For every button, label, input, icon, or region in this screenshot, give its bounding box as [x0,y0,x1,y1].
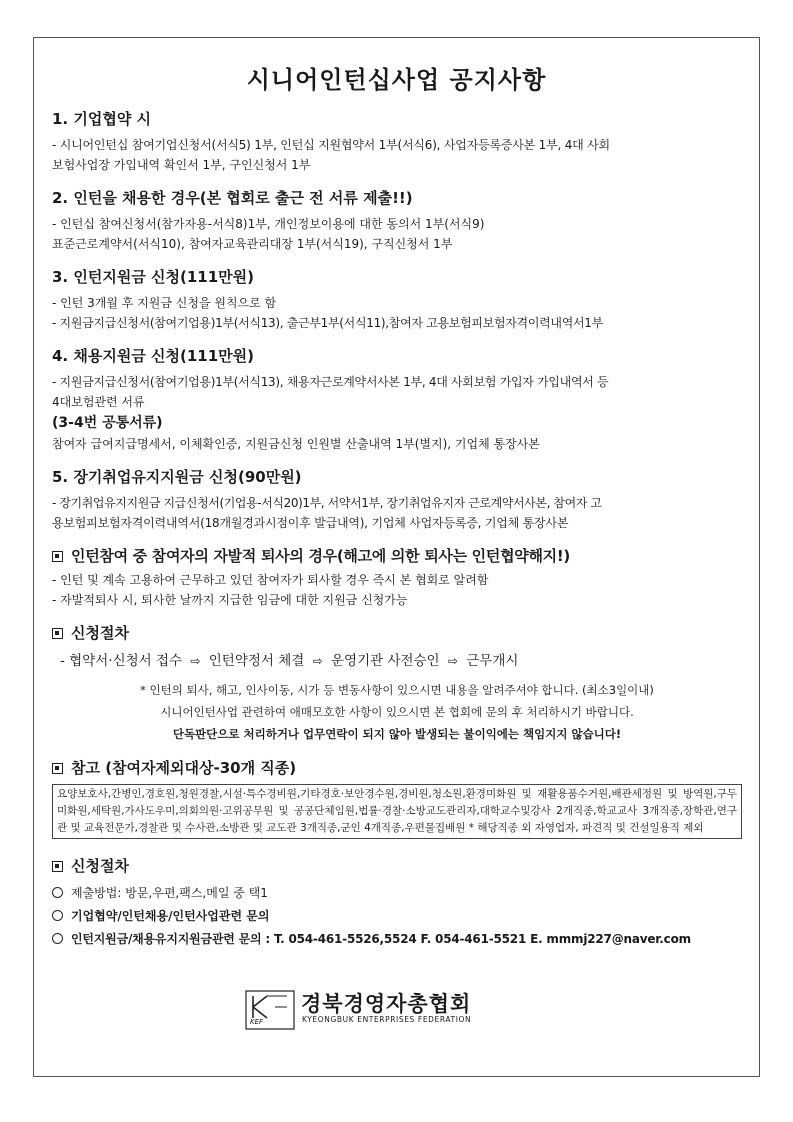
procedure-warning: 단독판단으로 처리하거나 업무연락이 되지 않아 발생되는 불이익에는 책임지지 않습니다! [172,727,622,741]
section-heading: 1. 기업협약 시 [52,110,152,128]
section-heading [52,622,742,643]
procedure-note: 시니어인턴사업 관련하여 애매모호한 사항이 있으시면 본 협회에 문의 후 처리하시기 바랍니다. [160,705,634,719]
resign-line: - 인턴 및 계속 고용하여 근무하고 있던 참여자가 퇴사할 경우 즉시 본 협회로 알려함 [52,573,489,587]
section-line: - 인턴십 참여신청서(참가자용-서식8)1부, 개인정보이용에 대한 동의서 1부(서식9) [52,217,485,231]
square-bullet-icon [52,861,63,872]
procedure-step: 협약서·신청서 접수 [69,653,183,669]
contact-heading: 신청절차 [71,857,129,875]
page-title: 시니어인턴십사업 공지사항 [246,66,547,94]
reference-heading: 참고 (참여자제외대상-30개 직종) [71,759,297,777]
federation-logo [245,988,515,1034]
procedure-prefix: - [60,653,65,669]
procedure-step: 근무개시 [466,653,519,669]
section-hiring-subsidy [52,345,742,454]
square-bullet-icon [52,763,63,774]
contact-item-text: 인턴지원금/채용유지지원금관련 문의 : T. 054-461-5526,5524 F. 054-461-5521 E. mmmj227@naver.com [71,932,691,946]
circle-bullet-icon [52,887,63,898]
section-heading: 5. 장기취업유지지원금 신청(90만원) [52,468,302,486]
excluded-jobs-box: 요양보호사,간병인,경호원,청원경찰,시설·특수경비원,기타경호·보안경수원,경비원,청소원,환경미화원 및 재활용품수거원,배관세정원 및 방역원,구두미화원,세탁원,가사도우미,의회의원·고위공무원 및 공공단체임원,법률·경찰·소방교도관리자,대학교수및강사 2개직종,학교교사 3개직종,장학관,연구관 및 교육전문가,경찰관 및 수사관,소방관 및 교도관 3개직종,군인 4개직종,우편물집배원 * 해당직종 외 자영업자, 파견직 및 건설일용직 제외 [52,784,742,839]
contact-item [52,928,742,951]
section-intern-hiring [52,187,742,254]
common-documents-heading: (3-4번 공통서류) [52,415,163,431]
right-arrow-icon: ⇨ [312,654,323,668]
section-business-agreement [52,108,742,175]
section-reference [52,757,742,839]
square-bullet-icon [52,551,63,562]
section-line: 보험사업장 가입내역 확인서 1부, 구인신청서 1부 [52,158,311,172]
notice-content [52,108,742,951]
contact-item-text: 기업협약/인턴채용/인턴사업관련 문의 [71,909,270,923]
notice-frame [33,37,760,1077]
procedure-step: 운영기관 사전승인 [330,653,440,669]
procedure-step: 인턴약정서 체결 [208,653,305,669]
procedure-heading: 신청절차 [71,624,129,642]
section-line: - 지원금지급신청서(참여기업용)1부(서식13), 출근부1부(서식11),참여자 고용보험피보험자격이력내역서1부 [52,316,603,330]
section-line: 표준근로계약서(서식10), 참여자교육관리대장 1부(서식19), 구직신청서 1부 [52,237,453,251]
procedure-steps [60,649,742,669]
logo-name: 경북경영자총협회 [301,992,472,1016]
section-line: - 장기취업유지지원금 지급신청서(기업용-서식20)1부, 서약서1부, 장기취업유지자 근로계약서사본, 참여자 고 [52,496,602,510]
circle-bullet-icon [52,910,63,921]
logo-mark-text: KEF [250,1018,264,1026]
section-heading [52,757,742,778]
section-long-term-subsidy [52,466,742,533]
right-arrow-icon: ⇨ [447,654,458,668]
contact-item [52,882,742,905]
section-resignation [52,545,742,610]
contact-item-text: 제출방법: 방문,우편,팩스,메일 중 택1 [71,886,268,900]
section-line: 4대보험관련 서류 [52,395,145,409]
section-heading: 4. 채용지원금 신청(111만원) [52,347,255,365]
section-line: - 인턴 3개월 후 지원금 신청을 원칙으로 함 [52,296,277,310]
square-bullet-icon [52,628,63,639]
procedure-note: * 인턴의 퇴사, 해고, 인사이동, 시가 등 변동사항이 있으시면 내용을 알려주셔야 합니다. (최소3일이내) [140,683,654,697]
section-intern-subsidy [52,266,742,333]
section-heading: 3. 인턴지원금 신청(111만원) [52,268,255,286]
circle-bullet-icon [52,933,63,944]
contact-item [52,905,742,928]
section-procedure [52,622,742,745]
resign-line: - 자발적퇴사 시, 퇴사한 날까지 지급한 임금에 대한 지원금 신청가능 [52,593,408,607]
section-heading: 2. 인턴을 채용한 경우(본 협회로 출근 전 서류 제출!!) [52,189,413,207]
section-line: 용보험피보험자격이력내역서(18개월경과시점이후 발급내역), 기업체 사업자등록증, 기업체 통장사본 [52,516,569,530]
section-heading [52,855,742,876]
section-contact [52,855,742,951]
section-line: - 지원금지급신청서(참여기업용)1부(서식13), 채용자근로계약서사본 1부, 4대 사회보험 가입자 가입내역서 등 [52,375,609,389]
section-heading [52,545,742,566]
right-arrow-icon: ⇨ [190,654,201,668]
logo-english: KYEONGBUK ENTERPRISES FEDERATION [302,1015,472,1024]
common-documents-line: 참여자 급여지급명세서, 이체확인증, 지원금신청 인원별 산출내역 1부(별지), 기업체 통장사본 [52,437,540,451]
section-line: - 시니어인턴십 참여기업신청서(서식5) 1부, 인턴십 지원협약서 1부(서식6), 사업자등록증사본 1부, 4대 사회 [52,138,610,152]
resign-heading: 인턴참여 중 참여자의 자발적 퇴사의 경우(해고에 의한 퇴사는 인턴협약해지!) [71,547,570,565]
